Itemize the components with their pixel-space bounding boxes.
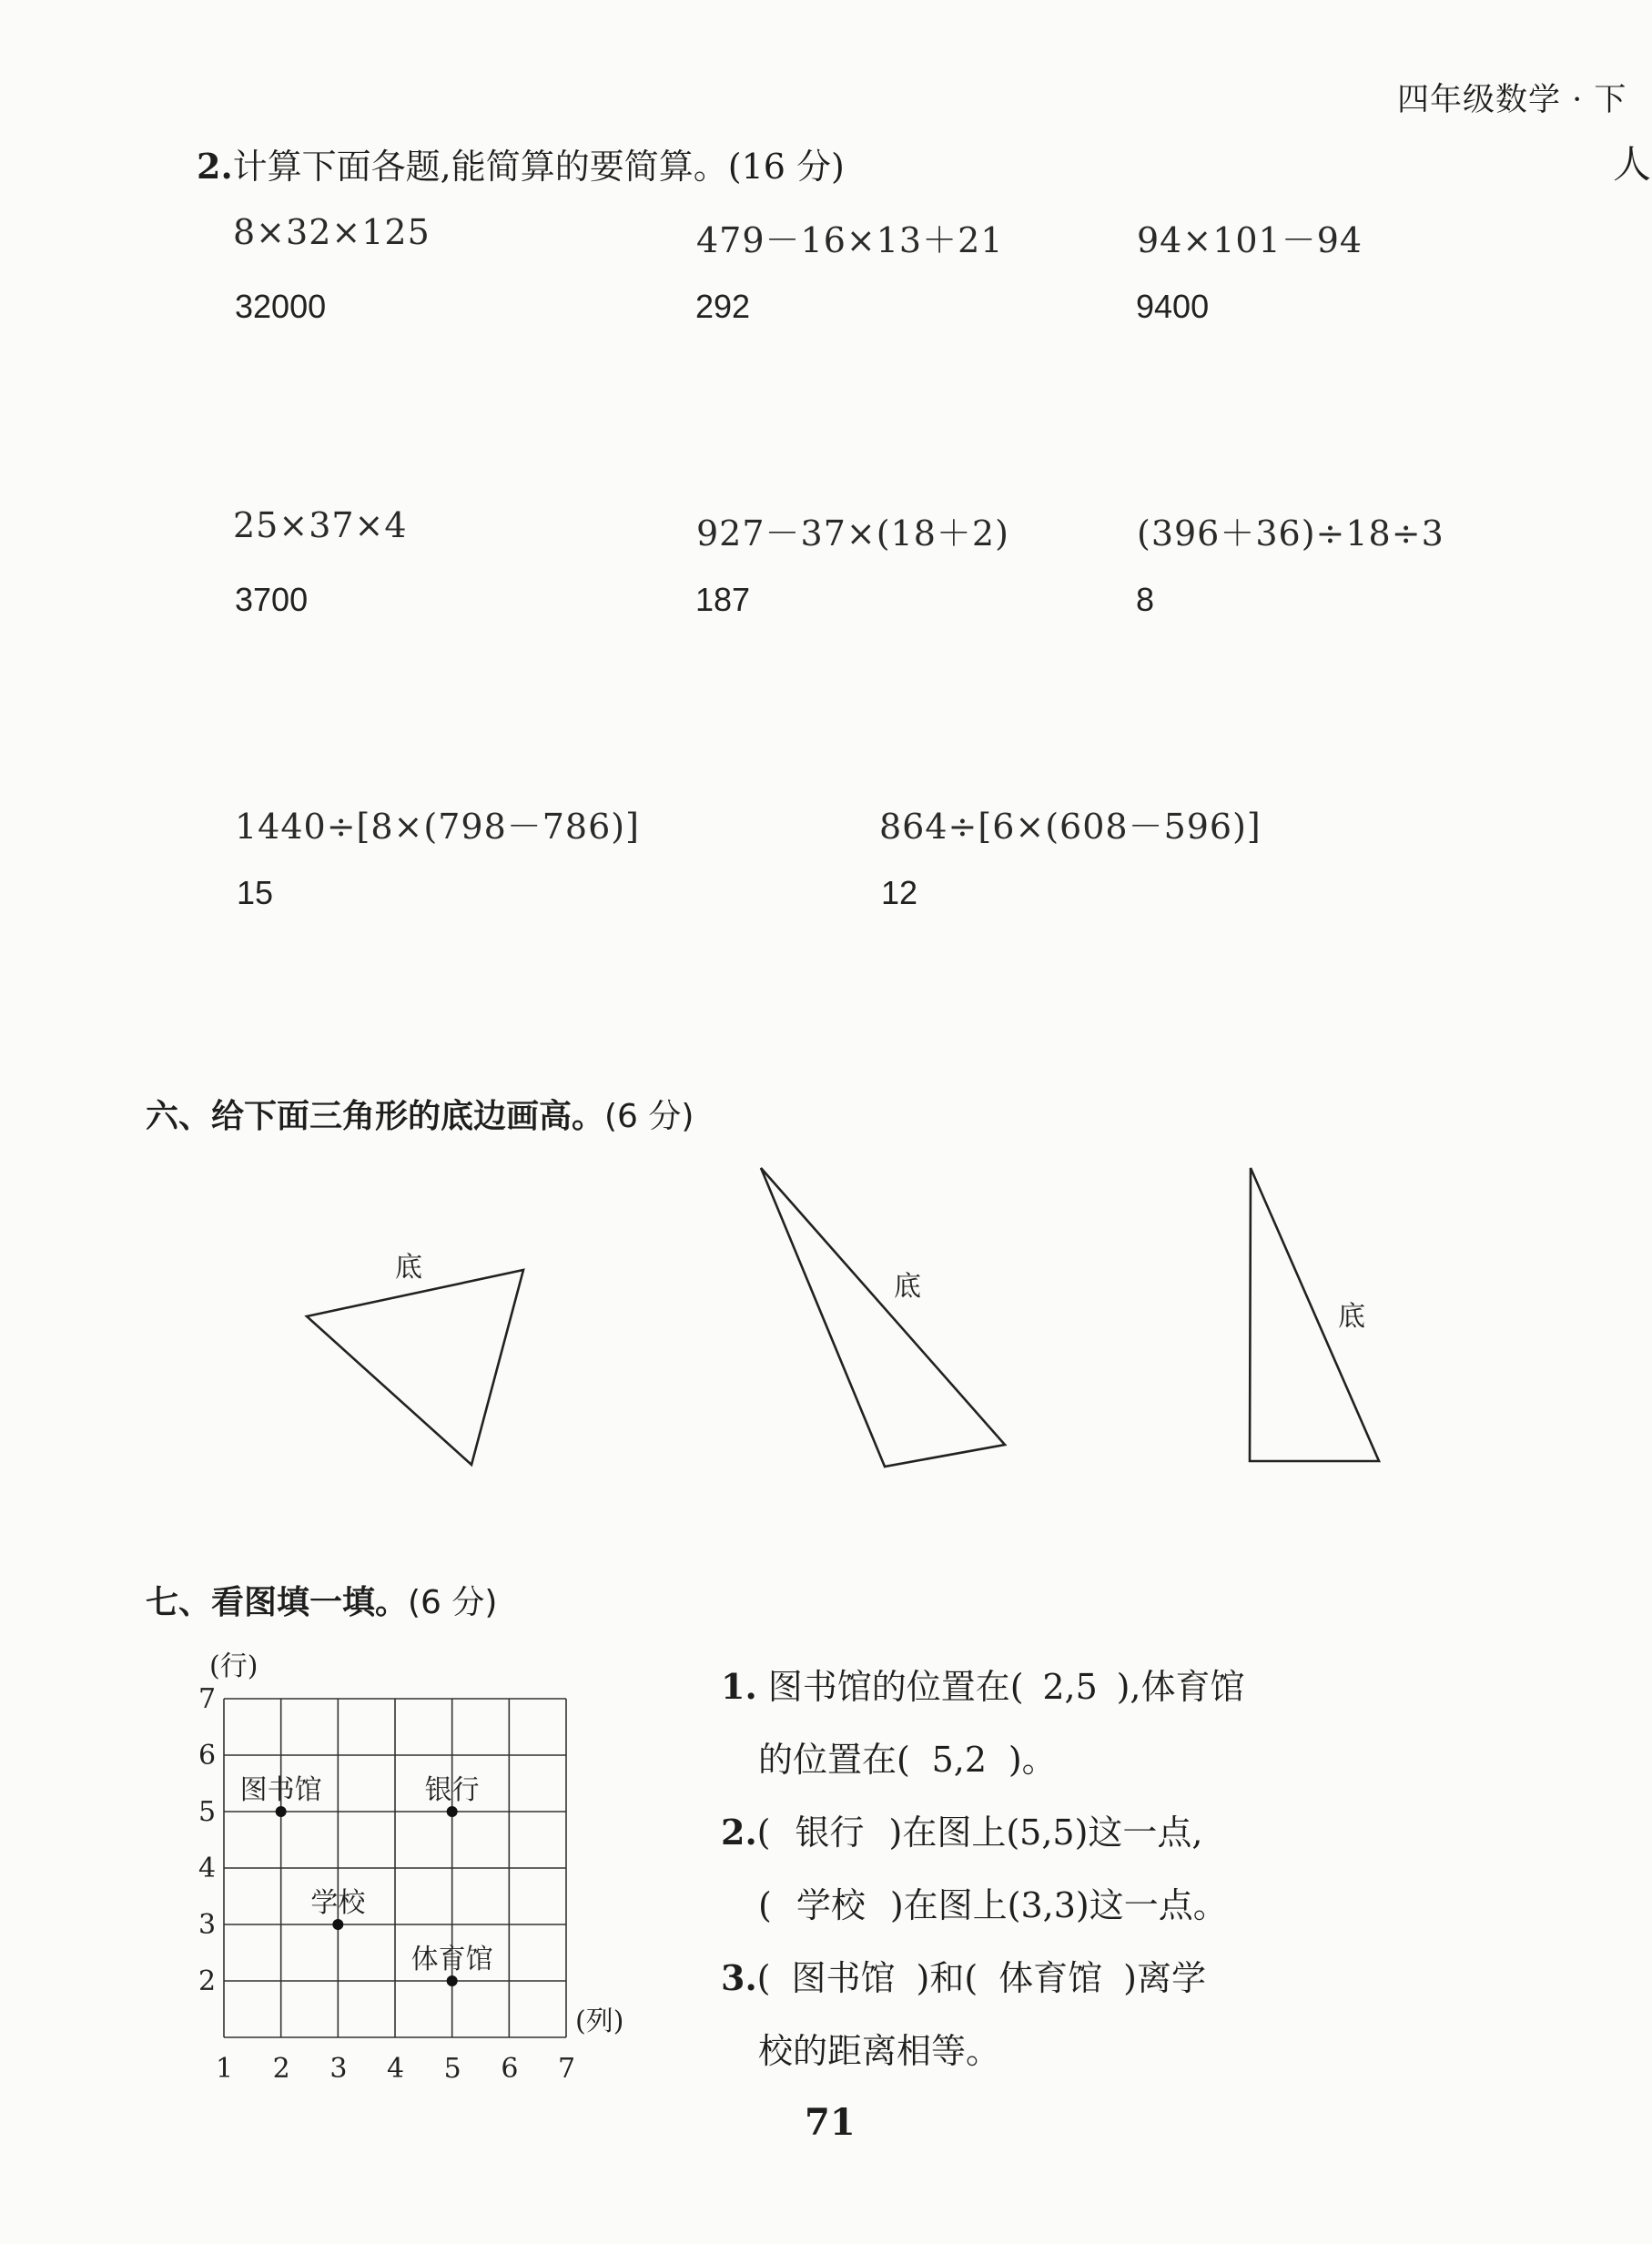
item-text: )在图上(5,5)这一点, — [888, 1812, 1203, 1853]
item-3-line-1 — [721, 1950, 1206, 2000]
item-text: 校的距离相等。 — [758, 2031, 1001, 2071]
item-text: ( — [756, 1812, 771, 1853]
item-text: )。 — [1008, 1740, 1057, 1780]
col-tick-label: 7 — [558, 2053, 576, 2085]
problem-answer: 292 — [695, 288, 751, 325]
col-tick-label: 3 — [329, 2053, 348, 2085]
q2-number: 2. — [197, 146, 233, 187]
triangles-figure — [0, 1129, 1630, 1639]
item-text: ( — [758, 1885, 772, 1925]
item-text: )和( — [916, 1958, 978, 1998]
row-tick-label: 7 — [198, 1683, 217, 1715]
col-axis-label: (列) — [575, 2005, 624, 2037]
item-text: ),体育馆 — [1116, 1667, 1245, 1707]
problem-expression: 1440÷[8×(798－786)] — [235, 807, 640, 847]
row-tick-label: 6 — [198, 1740, 217, 1772]
col-tick-label: 4 — [387, 2053, 405, 2085]
item-3-number: 3. — [721, 1957, 757, 1998]
q2-title — [197, 138, 845, 188]
item-2-line-1 — [721, 1804, 1203, 1854]
header-title: 四年级数学 · 下 — [1397, 82, 1627, 118]
problem-answer: 32000 — [235, 288, 327, 325]
problem-answer: 15 — [237, 874, 274, 911]
col-tick-label: 1 — [216, 2053, 234, 2085]
item-3-line-2 — [758, 2023, 1000, 2073]
answer-blank: 2,5 — [1042, 1667, 1098, 1707]
base-label: 底 — [395, 1252, 422, 1284]
answer-blank: 银行 — [795, 1812, 865, 1853]
place-label: 学校 — [310, 1887, 366, 1919]
place-label: 体育馆 — [410, 1944, 493, 1975]
place-point — [332, 1919, 343, 1930]
answer-blank: 图书馆 — [791, 1958, 896, 1998]
triangle-obtuse — [761, 1168, 1005, 1467]
section7-title-text: 七、看图填一填。 — [146, 1584, 409, 1621]
section7-title — [146, 1577, 497, 1623]
section7-score: (6 分) — [408, 1584, 498, 1621]
row-tick-label: 4 — [198, 1853, 217, 1884]
col-tick-label: 5 — [443, 2053, 461, 2085]
section6-score: (6 分) — [604, 1098, 694, 1135]
item-2-number: 2. — [721, 1812, 757, 1853]
col-tick-label: 6 — [501, 2053, 519, 2085]
base-label: 底 — [894, 1271, 921, 1303]
item-1-line-2 — [758, 1731, 1057, 1782]
answer-blank: 体育馆 — [998, 1958, 1103, 1998]
problem-answer: 12 — [881, 874, 918, 911]
item-text: 的位置在( — [758, 1740, 910, 1780]
item-text: )在图上(3,3)这一点。 — [889, 1885, 1228, 1925]
item-text: )离学 — [1123, 1958, 1206, 1998]
header-edge-char: 人 — [1613, 142, 1652, 187]
section6-title-text: 六、给下面三角形的底边画高。 — [146, 1098, 605, 1135]
row-tick-label: 2 — [198, 1965, 217, 1997]
base-label: 底 — [1338, 1301, 1365, 1333]
col-tick-label: 2 — [272, 2053, 290, 2085]
place-label: 银行 — [424, 1774, 480, 1806]
problem-expression: 25×37×4 — [233, 505, 408, 545]
place-point — [447, 1975, 458, 1986]
place-label: 图书馆 — [239, 1774, 322, 1806]
problem-expression: 94×101－94 — [1137, 220, 1363, 260]
item-2-line-2 — [758, 1877, 1228, 1927]
problem-expression: 479－16×13＋21 — [696, 220, 1004, 260]
item-text: ( — [756, 1958, 771, 1998]
problem-answer: 9400 — [1136, 288, 1210, 325]
page-number: 71 — [805, 2101, 856, 2144]
problem-answer: 8 — [1136, 581, 1155, 618]
row-tick-label: 5 — [198, 1796, 217, 1828]
row-axis-label: (行) — [209, 1650, 258, 1682]
item-1-number: 1. — [721, 1666, 757, 1707]
problem-expression: (396＋36)÷18÷3 — [1137, 513, 1444, 553]
problem-expression: 8×32×125 — [233, 212, 431, 252]
problem-expression: 864÷[6×(608－596)] — [879, 807, 1262, 847]
item-text: 图书馆的位置在( — [767, 1667, 1024, 1707]
place-point — [447, 1806, 458, 1817]
answer-blank: 学校 — [796, 1885, 866, 1925]
q2-title-text: 计算下面各题,能简算的要简算。(16 分) — [232, 147, 845, 187]
problem-answer: 187 — [695, 581, 751, 618]
triangle-acute — [307, 1270, 523, 1465]
row-tick-label: 3 — [198, 1909, 217, 1941]
place-point — [276, 1806, 287, 1817]
problem-expression: 927－37×(18＋2) — [696, 513, 1009, 553]
item-1-line-1 — [721, 1659, 1245, 1709]
problem-answer: 3700 — [235, 581, 309, 618]
answer-blank: 5,2 — [931, 1740, 988, 1780]
